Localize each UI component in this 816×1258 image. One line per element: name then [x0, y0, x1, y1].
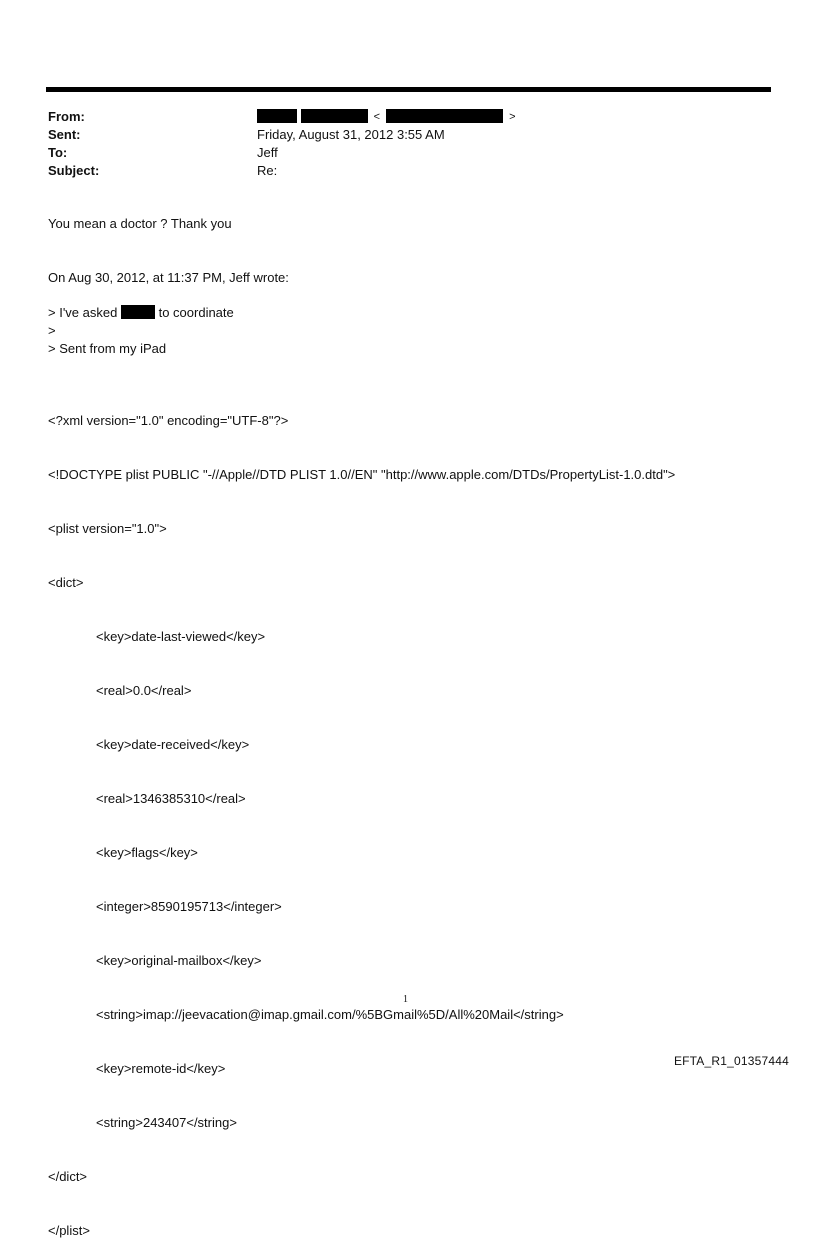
plist-entry: <real>0.0</real>	[96, 683, 192, 698]
plist-entry: <real>1346385310</real>	[96, 791, 246, 806]
redaction-block	[121, 305, 155, 319]
from-label: From:	[48, 109, 85, 124]
subject-value: Re:	[257, 163, 278, 178]
reply-text: You mean a doctor ? Thank you	[48, 216, 232, 231]
quote-line-1-end: to coordinate	[158, 305, 234, 320]
redaction-block	[301, 109, 368, 123]
xml-declaration: <?xml version="1.0" encoding="UTF-8"?>	[48, 413, 289, 428]
plist-entry: <key>flags</key>	[96, 845, 198, 860]
redaction-block	[386, 109, 503, 123]
dict-open-tag: <dict>	[48, 575, 84, 590]
dict-close-tag: </dict>	[48, 1169, 88, 1184]
sent-label: Sent:	[48, 127, 81, 142]
sent-value: Friday, August 31, 2012 3:55 AM	[257, 127, 445, 142]
plist-entry: <key>remote-id</key>	[96, 1061, 226, 1076]
plist-entry: <key>date-received</key>	[96, 737, 250, 752]
plist-entry: <key>date-last-viewed</key>	[96, 629, 266, 644]
plist-open-tag: <plist version="1.0">	[48, 521, 167, 536]
redaction-block	[257, 109, 297, 123]
quote-line-1	[48, 304, 234, 322]
quote-intro: On Aug 30, 2012, at 11:37 PM, Jeff wrote:	[48, 270, 289, 285]
quote-line-2: >	[48, 323, 56, 338]
to-value: Jeff	[257, 145, 278, 160]
xml-doctype: <!DOCTYPE plist PUBLIC "-//Apple//DTD PLIST 1.0//EN" "http://www.apple.com/DTDs/PropertyList-1.0.dtd">	[48, 467, 676, 482]
header-rule	[46, 87, 771, 92]
to-label: To:	[48, 145, 68, 160]
plist-entry: <string>imap://jeevacation@imap.gmail.com/%5BGmail%5D/All%20Mail</string>	[96, 1007, 564, 1022]
plist-close-tag: </plist>	[48, 1223, 90, 1238]
plist-block	[48, 376, 675, 1258]
page-number: 1	[403, 994, 408, 1005]
subject-label: Subject:	[48, 163, 100, 178]
quote-line-3: > Sent from my iPad	[48, 341, 167, 356]
plist-entry: <integer>8590195713</integer>	[96, 899, 282, 914]
from-value	[257, 108, 522, 126]
document-id: EFTA_R1_01357444	[673, 1054, 789, 1068]
plist-entry: <key>original-mailbox</key>	[96, 953, 262, 968]
from-open-bracket: <	[373, 111, 381, 123]
from-close-bracket: >	[509, 111, 516, 123]
quote-line-1-start: > I've asked	[48, 305, 118, 320]
plist-entry: <string>243407</string>	[96, 1115, 237, 1130]
